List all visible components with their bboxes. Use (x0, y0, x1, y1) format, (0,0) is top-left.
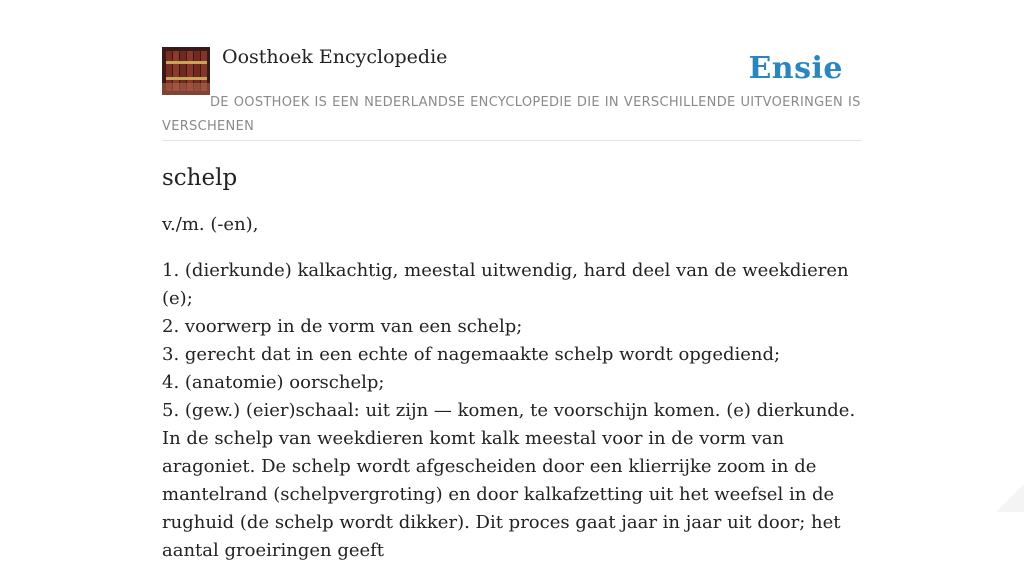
ensie-logo-link[interactable]: Ensie (748, 51, 843, 86)
definition-item: 3. gerecht dat in een echte of nagemaakte schelp wordt opgediend; (162, 344, 781, 365)
definition-item: 1. (dierkunde) kalkachtig, meestal uitwendig, hard deel van de weekdieren (e); (162, 260, 849, 309)
site-tagline: DE OOSTHOEK IS EEN NEDERLANDSE ENCYCLOPEDIE DIE IN VERSCHILLENDE UITVOERINGEN IS VERSCHENEN (162, 95, 861, 134)
page-title: schelp (162, 165, 238, 191)
article (162, 160, 862, 565)
site-name-link[interactable]: Oosthoek Encyclopedie (222, 46, 448, 68)
definition-item: 4. (anatomie) oorschelp; (162, 372, 385, 393)
grammar-info: v./m. (-en), (162, 214, 259, 235)
definition-item: 2. voorwerp in de vorm van een schelp; (162, 316, 523, 337)
site-header (162, 0, 862, 141)
definition-item: 5. (gew.) (eier)schaal: uit zijn — komen, te voorschijn komen. (e) dierkunde. In de schelp van weekdieren komt kalk meestal voor in de vorm van aragoniet. De schelp wordt afgescheiden door een klierrijke zoom in de mantelrand (schelpvergroting) en door kalkafzetting uit het weefsel in de rughuid (de schelp wordt dikker). Dit proces gaat jaar in jaar uit door; het aantal groeiringen geeft (162, 400, 856, 561)
page-container (162, 0, 862, 561)
encyclopedia-books-icon[interactable] (162, 47, 210, 95)
corner-decoration-icon (984, 472, 1024, 512)
definition-list (162, 257, 862, 565)
